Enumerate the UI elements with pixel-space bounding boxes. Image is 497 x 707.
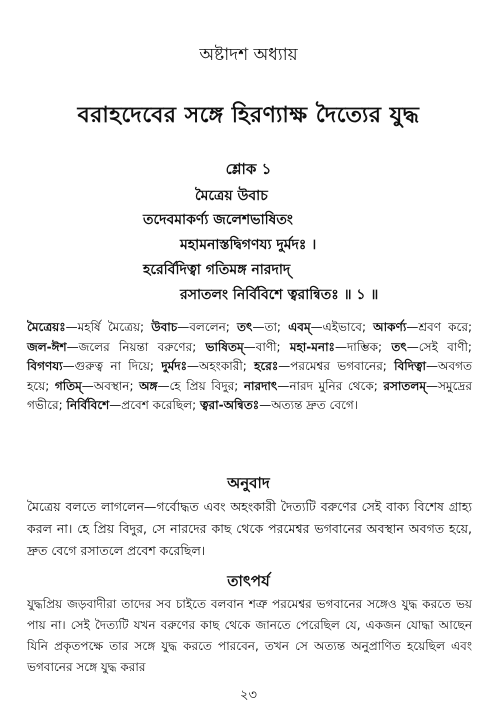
synonym-meaning: —এইভাবে; (310, 320, 374, 334)
synonym-meaning: —শ্রবণ করে; (406, 320, 473, 334)
synonym-meaning: —অবগত হয়ে; (27, 359, 472, 393)
synonym-meaning: —সমুদ্রের গভীরে; (27, 378, 472, 412)
synonym-meaning: —পরমেশ্বর ভগবানের; (278, 359, 395, 373)
synonym-word: আকর্ণ্য (373, 320, 407, 334)
chapter-title: বরাহদেবের সঙ্গে হিরণ্যাক্ষ দৈত্যের যুদ্ধ (77, 103, 420, 128)
synonym-meaning: —অহংকারী; (186, 359, 255, 373)
purport-text: যুদ্ধপ্রিয় জড়বাদীরা তাদের সব চাইতে বলবান শত্রু পরমেশ্বর ভগবানের সঙ্গেও যুদ্ধ করতে ভয় পায় না। সেই দৈত্যটি যখন বরুণের কাছ থেকে জানতে পেরেছিল যে, একজন যোদ্ধা আছেন যিনি প্রকৃতপক্ষে তার সঙ্গে যুদ্ধ করতে পারবেন, তখন সে অত্যন্ত অনুপ্রাণিত হয়েছিল এবং ভগবানের সঙ্গে যুদ্ধ করার (27, 597, 472, 674)
verse-number: শ্লোক ১ (225, 160, 272, 178)
synonym-meaning: —অত্যন্ত দ্রুত বেগে। (259, 398, 359, 412)
synonym-word: তৎ (391, 339, 407, 354)
synonym-meaning: —গুরুত্ব না দিয়ে; (62, 359, 162, 373)
synonym-meaning: —হে প্রিয় বিদুর; (157, 378, 244, 393)
chapter-label: অষ্টাদশ অধ্যায় (199, 45, 298, 65)
synonym-word: উবাচ (151, 320, 178, 334)
synonym-word: হরেঃ (254, 359, 279, 373)
verse-line-5: রসাতলং নির্বিবিশে ত্বরান্বিতঃ ॥ ১ ॥ (180, 287, 379, 303)
synonym-meaning: —মহর্ষি মৈত্রেয়; (65, 320, 152, 334)
synonym-word: তৎ (237, 320, 253, 334)
synonym-meaning: —দাম্ভিক; (334, 339, 392, 354)
synonym-meaning: —নারদ মুনির থেকে; (277, 378, 384, 393)
synonym-meaning: —সেই বাণী; (406, 339, 472, 354)
verse-line-1: মৈত্রেয় উবাচ (195, 188, 268, 204)
synonym-meaning: —বাণী; (243, 339, 290, 354)
synonym-word: বিগণয্য (27, 359, 63, 373)
synonym-word: গতিম্ (54, 378, 82, 393)
synonym-word: অঙ্গ (139, 378, 158, 393)
synonym-word: নারদাৎ (243, 378, 278, 393)
synonym-word: মহা-মনাঃ (289, 339, 335, 354)
verse-line-2: তদেবমাকর্ণ্য জলেশভাষিতং (143, 212, 293, 228)
word-for-word-synonyms (27, 318, 472, 416)
verse-line-3: মহামনাস্তদ্বিগণয্য দুর্মদঃ । (180, 237, 317, 253)
page-number: ২৩ (240, 688, 257, 703)
translation-heading: অনুবাদ (227, 474, 270, 492)
synonym-word: নির্বিবিশে (66, 398, 110, 412)
synonym-word: মৈত্রেয়ঃ (27, 320, 66, 334)
synonym-word: রসাতলম্ (383, 378, 426, 393)
synonym-meaning: —জলের নিয়ন্তা বরুণের; (66, 339, 206, 354)
synonym-meaning: —প্রবেশ করেছিল; (109, 398, 200, 412)
purport-heading: তাৎপর্য (227, 572, 270, 590)
synonym-meaning: —তা; (252, 320, 289, 334)
synonym-word: জল-ঈশ (27, 339, 67, 354)
synonym-word: বিদিত্বা (394, 359, 427, 373)
synonym-word: দুর্মদঃ (161, 359, 187, 373)
synonym-word: এবম্ (288, 320, 311, 334)
synonym-word: ত্বরা-অন্বিতঃ (199, 398, 260, 412)
translation-text: মৈত্রেয় বলতে লাগলেন—গর্বোদ্ধত এবং অহংকারী দৈত্যটি বরুণের সেই বাক্য বিশেষ গ্রাহ্য করল না। হে প্রিয় বিদুর, সে নারদের কাছ থেকে পরমেশ্বর ভগবানের অবস্থান অবগত হয়ে, দ্রুত বেগে রসাতলে প্রবেশ করেছিল। (27, 499, 472, 558)
synonym-meaning: —বললেন; (177, 320, 238, 334)
synonym-meaning: —অবস্থান; (81, 378, 140, 393)
verse-line-4: হরের্বিদিত্বা গতিমঙ্গ নারদাদ্ (143, 262, 291, 278)
synonym-word: ভাষিতম্ (205, 339, 244, 354)
